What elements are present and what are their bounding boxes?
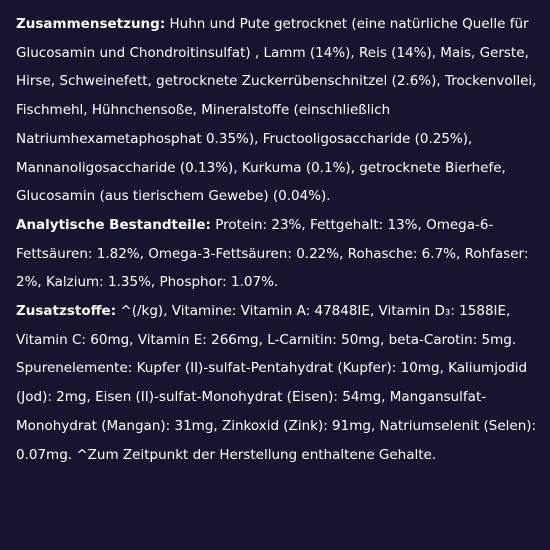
additives-section xyxy=(16,297,538,469)
analytical-constituents-label: Analytische Bestandteile: xyxy=(16,216,211,233)
composition-section xyxy=(16,10,538,211)
additives-label: Zusatzstoffe: xyxy=(16,303,117,320)
composition-text: Huhn und Pute getrocknet (eine natürliche Quelle für Glucosamin und Chondroitinsulfat) , Lamm (14%), Reis (14%), Mais, Gerste, Hirse, Schweinefett, getrocknete Zuckerrübenschnitzel (2.6%), Trockenvollei, Fischmehl, Hühnchensoße, Mineralstoffe (einschließlich Natriumhexametaphosphat 0.35%), Fructooligosaccharide (0.25%), Mannanoligosaccharide (0.13%), Kurkuma (0.1%), getrocknete Bierhefe, Glucosamin (aus tierischem Gewebe) (0.04%). xyxy=(16,16,537,205)
analytical-constituents-section xyxy=(16,211,538,297)
analytical-constituents-text: Protein: 23%, Fettgehalt: 13%, Omega-6-Fettsäuren: 1.82%, Omega-3-Fettsäuren: 0.22%, Rohasche: 6.7%, Rohfaser: 2%, Kalzium: 1.35%, Phosphor: 1.07%. xyxy=(16,216,529,291)
additives-text: ^(/kg), Vitamine: Vitamin A: 47848IE, Vitamin D₃: 1588IE, Vitamin C: 60mg, Vitamin E: 266mg, L-Carnitin: 50mg, beta-Carotin: 5mg. Spurenelemente: Kupfer (II)-sulfat-Pentahydrat (Kupfer): 10mg, Kaliumjodid (Jod): 2mg, Eisen (II)-sulfat-Monohydrat (Eisen): 54mg, Mangansulfat-Monohydrat (Mangan): 31mg, Zinkoxid (Zink): 91mg, Natriumselenit (Selen): 0.07mg. ^Zum Zeitpunkt der Herstellung enthaltene Gehalte. xyxy=(16,303,537,463)
composition-label: Zusammensetzung: xyxy=(16,16,166,32)
